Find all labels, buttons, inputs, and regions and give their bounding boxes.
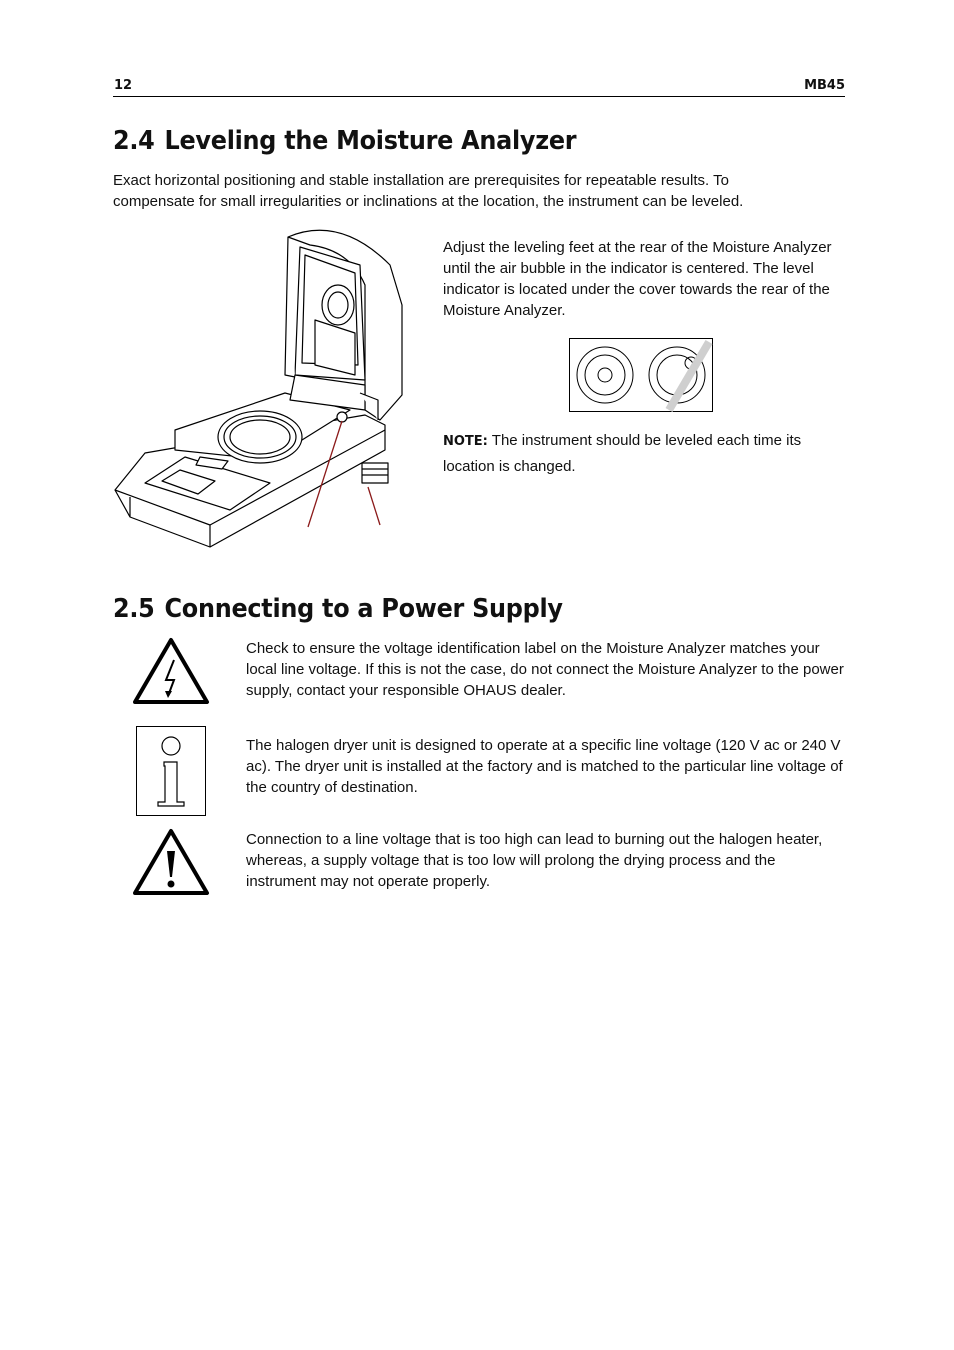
leveling-note	[443, 428, 848, 479]
header-rule	[113, 96, 845, 97]
voltage-warning-paragraph: Connection to a line voltage that is too high can lead to burning out the halogen heater, whereas, a supply voltage that is too low will prolong the drying process and the instrument may not operate properly.	[246, 831, 823, 890]
section-2-5-heading: Connecting to a Power Supply	[164, 594, 563, 624]
moisture-analyzer-illustration	[110, 225, 410, 565]
power-check-paragraph: Check to ensure the voltage identification label on the Moisture Analyzer matches your local line voltage. If this is not the case, do not connect the Moisture Analyzer to the power supply, contact your responsible OHAUS dealer.	[246, 640, 844, 699]
note-text: The instrument should be leveled each time its location is changed.	[443, 432, 802, 475]
warning-icon	[132, 827, 210, 897]
electrical-hazard-icon	[132, 636, 210, 706]
leveling-intro: Exact horizontal positioning and stable installation are prerequisites for repeatable results. To compensate for small irregularities or inclinations at the location, the instrument can be leveled.	[113, 172, 744, 210]
section-2-5-number: 2.5	[113, 594, 155, 624]
leveling-instruction: Adjust the leveling feet at the rear of the Moisture Analyzer until the air bubble in the indicator is centered. The level indicator is located under the cover towards the rear of the Moisture Analyzer.	[443, 239, 832, 319]
information-icon	[136, 726, 206, 816]
section-2-4-number: 2.4	[113, 126, 155, 156]
model-name: MB45	[804, 78, 845, 93]
dryer-voltage-paragraph: The halogen dryer unit is designed to operate at a specific line voltage (120 V ac or 240 V ac). The dryer unit is installed at the factory and is matched to the particular line voltage of the country of destination.	[246, 737, 843, 796]
page-number: 12	[114, 78, 133, 93]
section-2-4-heading: Leveling the Moisture Analyzer	[164, 126, 577, 156]
level-indicator-diagram	[569, 338, 713, 412]
section-2-4-title	[113, 126, 576, 156]
note-label: NOTE:	[443, 434, 488, 449]
section-2-5-title	[113, 594, 563, 624]
